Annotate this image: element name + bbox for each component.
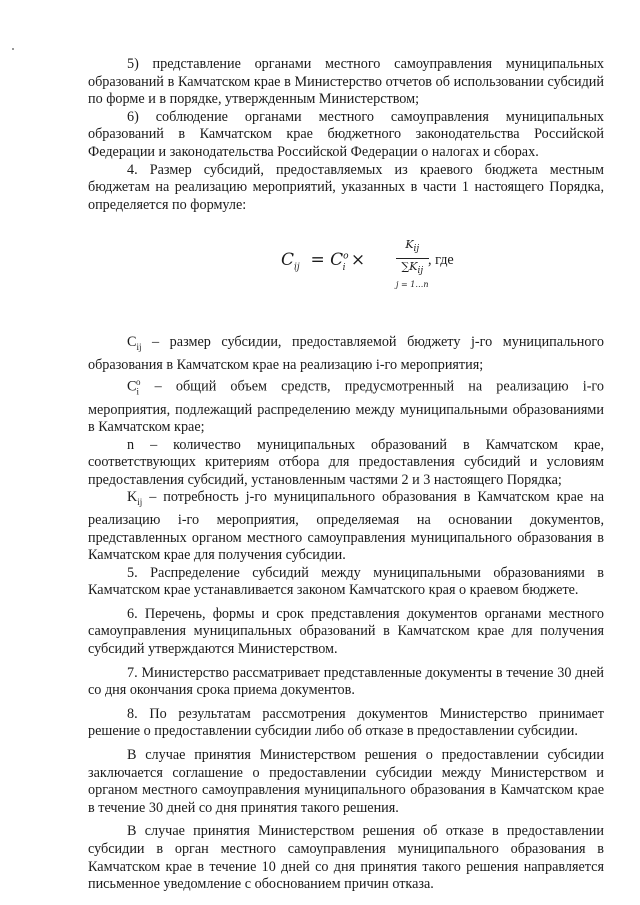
section-6: 6. Перечень, формы и срок представления документов органами местного самоуправления муниципальных образований в Камчатском крае для получения субсидий утверждаются Министерством. xyxy=(88,605,604,658)
definition-ci: $C_i^o$ – общий объем средств, предусмотренный на реализацию i-го мероприятия, подлежащий распределению между муниципальными образованиями в Камчатском крае; xyxy=(88,377,604,436)
definition-cij: $C_{ij}$ – размер субсидии, предоставляемой бюджету j-го муниципального образования в Камчатском крае на реализацию i-го мероприятия; xyxy=(88,334,604,373)
paragraph-item-5: 5) представление органами местного самоуправления муниципальных образований в Камчатском крае в Министерство отчетов об использовании субсидий по форме и в порядке, утвержденным Министерством; xyxy=(88,56,604,108)
section-8-refusal: В случае принятия Министерством решения об отказе в предоставлении субсидии в орган местного самоуправления муниципального образования в Камчатском крае в течение 10 дней со дня принятия такого решения направляется письменное уведомление с обоснованием причин отказа. xyxy=(88,823,604,893)
paragraph-item-6: 6) соблюдение органами местного самоуправления муниципальных образований в Камчатском крае бюджетного законодательства Российской Федерации и законодательства Российской Федерации о налогах и сборах. xyxy=(88,108,604,160)
formula-tail: , где xyxy=(428,252,454,269)
definition-n: n – количество муниципальных образований в Камчатском крае, соответствующих критериям отбора для предоставления субсидий и условиям предоставления субсидий, установленным частями 2 и 3 настоящего Порядка; xyxy=(88,436,604,488)
formula-fraction: $K_{ij}$ $\sum K_{ij}$ j = 1…n xyxy=(396,238,429,289)
formula-main: $C_{ij} = C^o_i$ × xyxy=(281,250,366,273)
section-5: 5. Распределение субсидий между муниципальными образованиями в Камчатском крае устанавливается законом Камчатского края о краевом бюджете. xyxy=(88,564,604,599)
section-8: 8. По результатам рассмотрения документов Министерство принимает решение о предоставлении субсидии либо об отказе в предоставлении субсидии. xyxy=(88,705,604,740)
subsidy-formula xyxy=(88,236,604,302)
section-7: 7. Министерство рассматривает представленные документы в течение 30 дней со дня окончания срока приема документов. xyxy=(88,664,604,699)
document-page xyxy=(88,56,604,894)
definition-kij: $K_{ij}$ – потребность j-го муниципального образования в Камчатском крае на реализацию i-го мероприятия, определяемая на основании документов, представленных органом местного самоуправления муниципального образования в Камчатском крае для получения субсидии. xyxy=(88,489,604,564)
scan-speck xyxy=(12,48,14,50)
section-8-approval: В случае принятия Министерством решения о предоставлении субсидии заключается соглашение о предоставлении субсидии между Министерством и органом местного самоуправления муниципального образования в Камчатском крае в течение 30 дней со дня принятия такого решения. xyxy=(88,747,604,816)
paragraph-section-4: 4. Размер субсидий, предоставляемых из краевого бюджета местным бюджетам на реализацию мероприятий, указанных в части 1 настоящего Порядка, определяется по формуле: xyxy=(88,161,604,213)
